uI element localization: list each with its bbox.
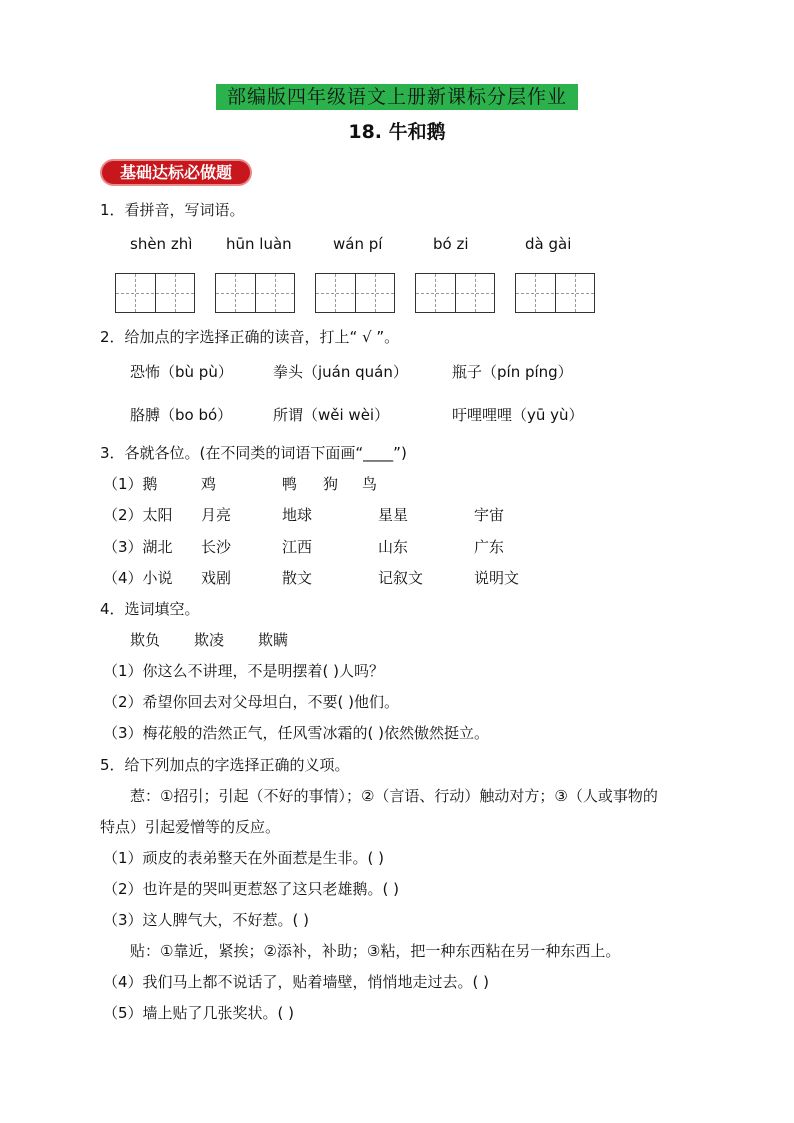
q3-word: 散文 [282,569,313,587]
q1-pinyin-1: shèn zhì [130,235,193,253]
q1-pinyin-5: dà gài [525,235,572,253]
q3-word: 记叙文 [378,569,424,587]
q3-word: （3）湖北 [103,538,173,556]
answer-grid-4[interactable] [415,273,495,313]
q4-item: （1）你这么不讲理，不是明摆着( )人吗？ [103,662,385,680]
q3-word: 长沙 [201,538,232,556]
q4-item: （3）梅花般的浩然正气，任风雪冰霜的( )依然傲然挺立。 [103,724,490,742]
q1-pinyin-3: wán pí [333,235,383,253]
section-badge: 基础达标必做题 [100,159,252,186]
series-banner: 部编版四年级语文上册新课标分层作业 [216,84,578,110]
q4-option: 欺瞒 [258,631,289,649]
q2-item: 瓶子（pín píng） [452,363,573,381]
q3-word: 说明文 [474,569,520,587]
answer-grid-5[interactable] [515,273,595,313]
q5-definition: 贴：①靠近，紧挨；②添补，补助；③粘，把一种东西粘在另一种东西上。 [130,942,621,960]
q3-word: 鸟 [362,475,378,493]
q3-word: 鸭 [282,475,298,493]
q5-definition: 惹：①招引；引起（不好的事情）；②（言语、行动）触动对方；③（人或事物的 [130,787,658,805]
q3-word: 江西 [282,538,313,556]
q3-word: 宇宙 [474,506,505,524]
answer-grid-2[interactable] [215,273,295,313]
q3-word: 星星 [378,506,409,524]
q5-item: （4）我们马上都不说话了，贴着墙壁，悄悄地走过去。( ) [103,973,490,991]
q2-item: 所谓（wěi wèi） [273,406,390,424]
q3-word: 月亮 [201,506,232,524]
q4-prompt: 4．选词填空。 [100,600,200,618]
q3-word: 地球 [282,506,313,524]
answer-grid-1[interactable] [115,273,195,313]
q3-word: 鸡 [201,475,217,493]
q1-prompt: 1．看拼音，写词语。 [100,201,245,219]
q3-word: 狗 [323,475,339,493]
q1-pinyin-4: bó zi [433,235,469,253]
q4-option: 欺凌 [194,631,225,649]
q3-word: （1）鹅 [103,475,158,493]
q5-item: （5）墙上贴了几张奖状。( ) [103,1004,295,1022]
q3-word: 戏剧 [201,569,232,587]
q5-item: （1）顽皮的表弟整天在外面惹是生非。( ) [103,849,385,867]
q3-word: 广东 [474,538,505,556]
q5-definition: 特点）引起爱憎等的反应。 [100,818,281,836]
q2-item: 吁哩哩哩（yū yù） [452,406,584,424]
q1-pinyin-2: hūn luàn [226,235,292,253]
q3-prompt: 3．各就各位。(在不同类的词语下面画“____”) [100,444,407,462]
q5-prompt: 5．给下列加点的字选择正确的义项。 [100,756,350,774]
lesson-title: 18. 牛和鹅 [348,121,446,143]
q4-option: 欺负 [130,631,161,649]
answer-grid-3[interactable] [315,273,395,313]
q2-item: 胳膊（bo bó） [130,406,233,424]
q2-prompt: 2．给加点的字选择正确的读音，打上“ √ ”。 [100,328,400,346]
q5-item: （3）这人脾气大，不好惹。( ) [103,911,310,929]
q2-item: 拳头（juán quán） [273,363,408,381]
q2-item: 恐怖（bù pù） [130,363,233,381]
q4-item: （2）希望你回去对父母坦白，不要( )他们。 [103,693,400,711]
q3-word: （4）小说 [103,569,173,587]
q3-word: （2）太阳 [103,506,173,524]
q5-item: （2）也许是的哭叫更惹怒了这只老雄鹅。( ) [103,880,400,898]
q3-word: 山东 [378,538,409,556]
